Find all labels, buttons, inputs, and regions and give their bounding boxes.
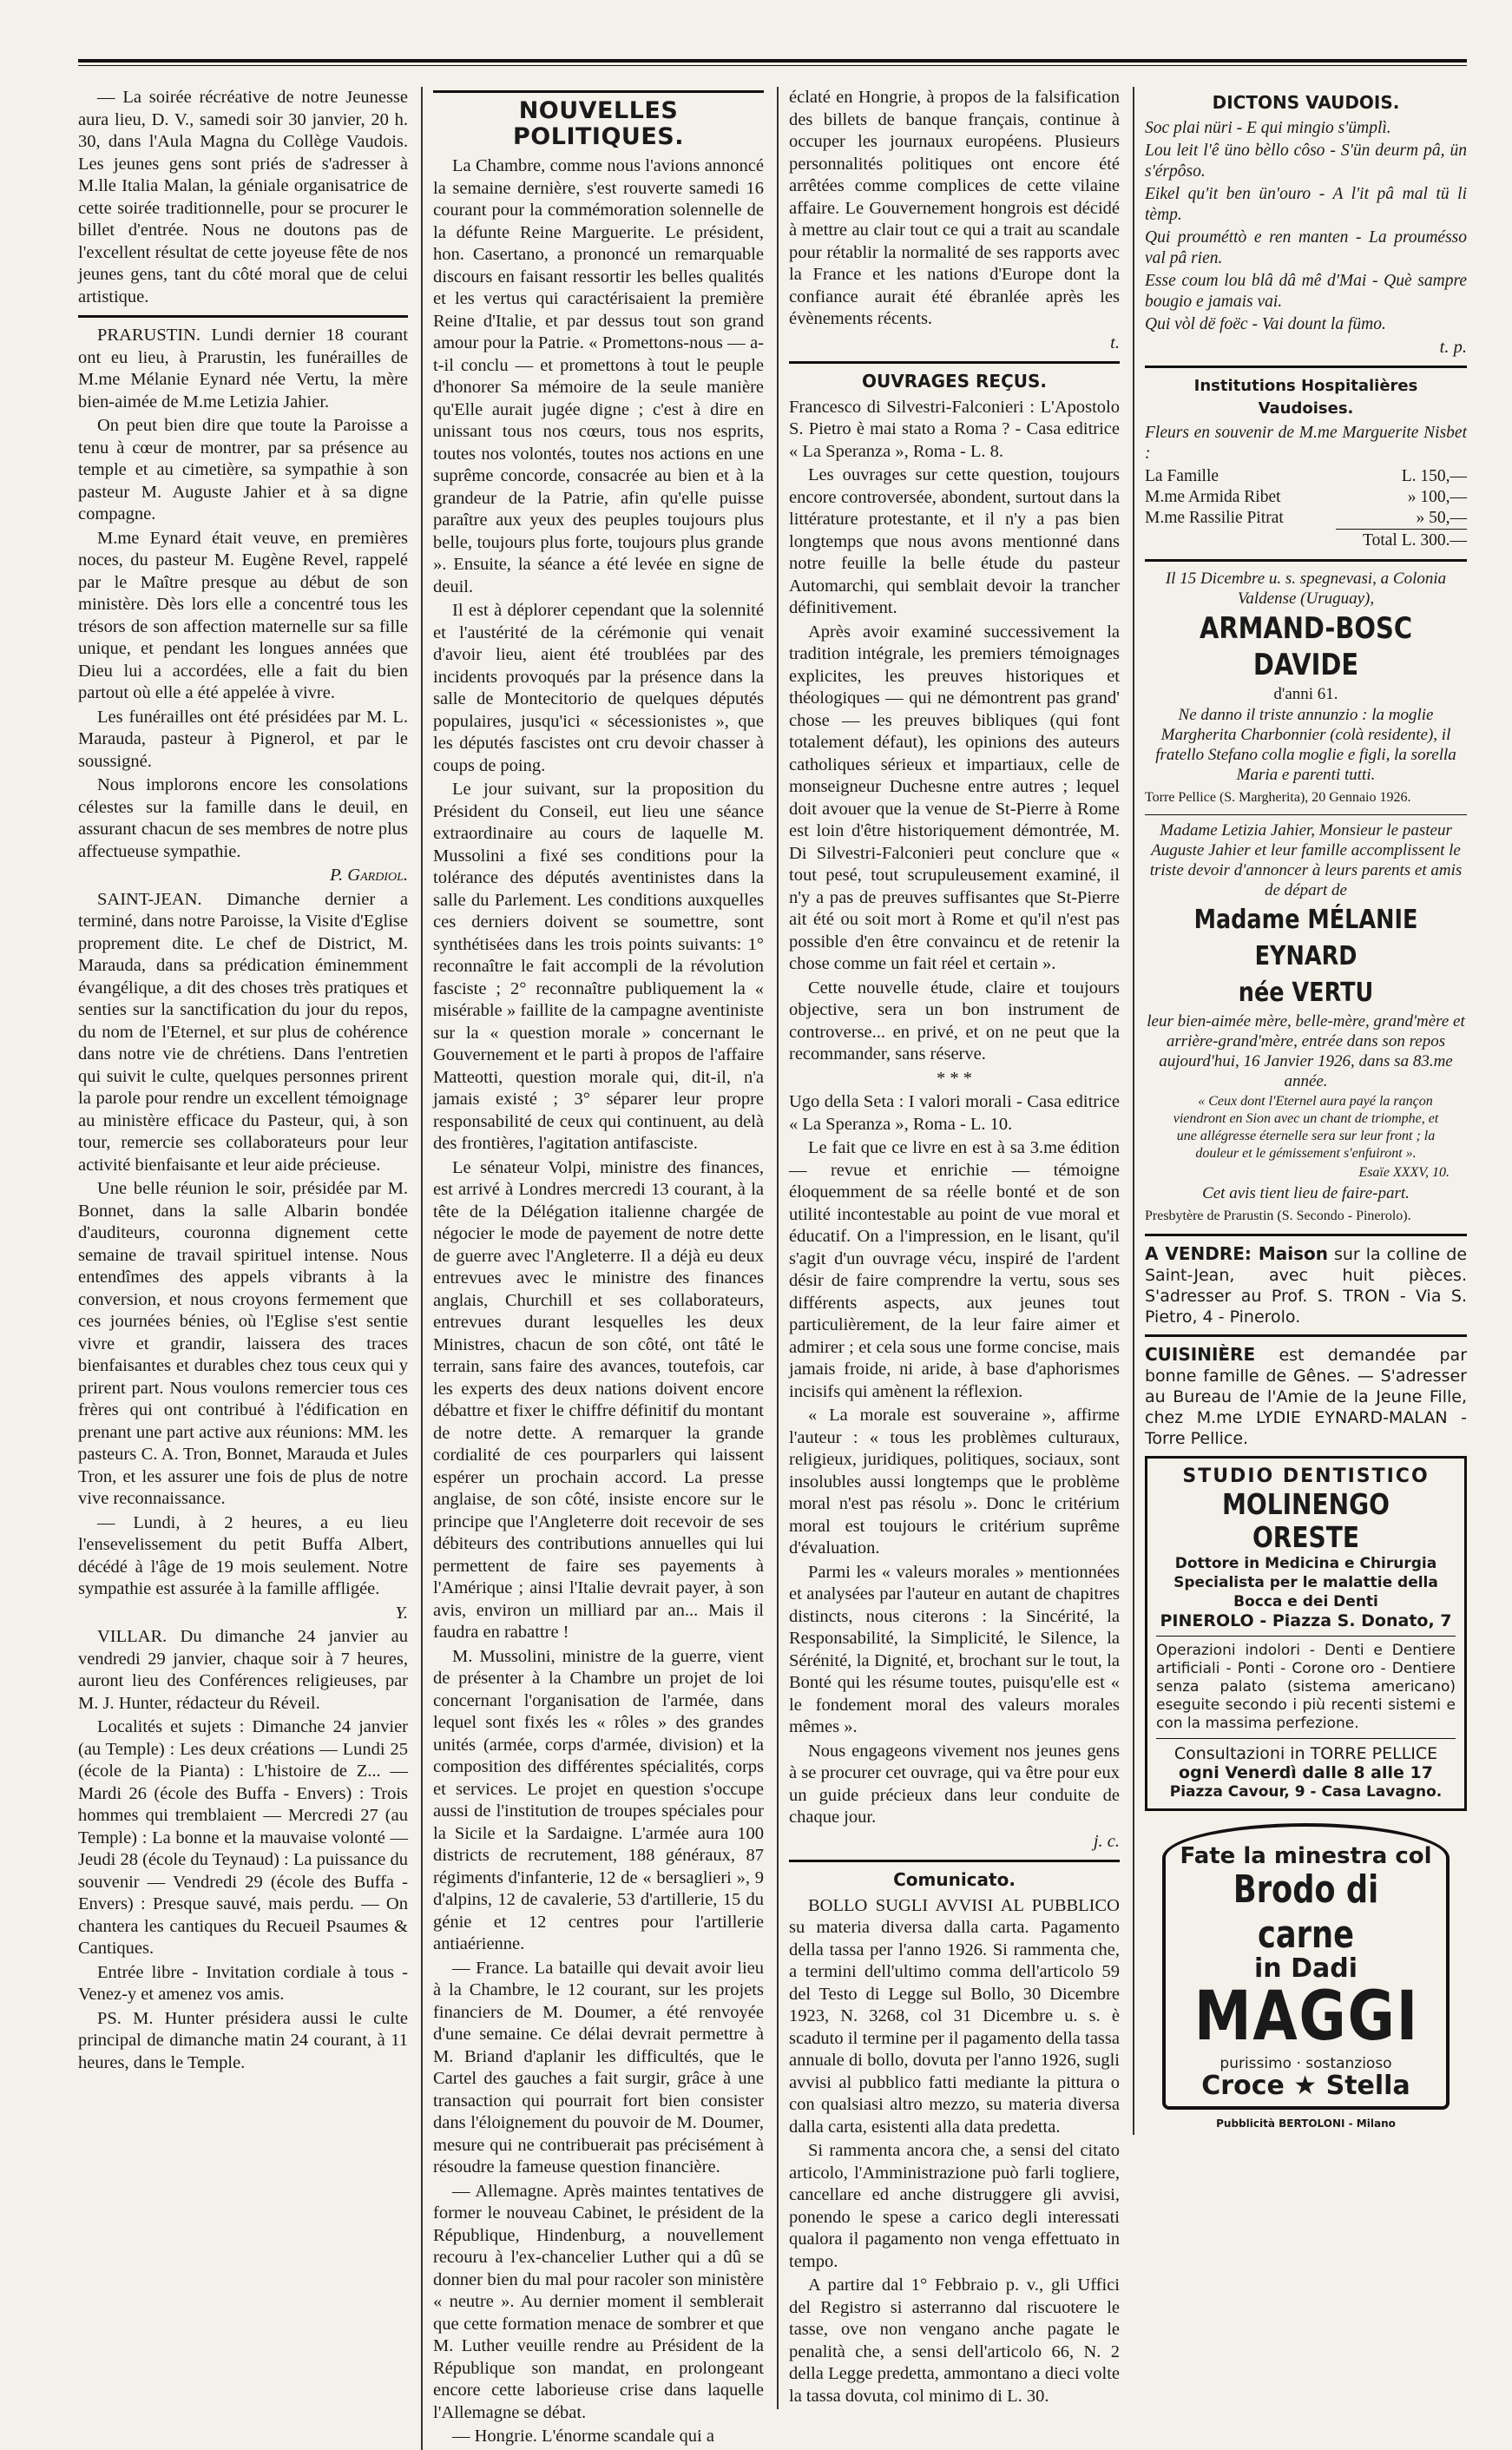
scripture-quote: « Ceux dont l'Eternel aura payé la rançon viendront en Sion avec un chant de triomphe, et une allégresse éternelle sera sur leur front ; la douleur et le gémissement s'enfuiront ». xyxy=(1173,1093,1439,1161)
donor: M.me Armida Ribet xyxy=(1145,488,1281,506)
donor: La Famille xyxy=(1145,467,1219,485)
donation-intro: Fleurs en souvenir de M.me Marguerite Nisbet : xyxy=(1145,424,1467,463)
divider xyxy=(1145,814,1467,815)
divider xyxy=(1145,1334,1467,1337)
column-1 xyxy=(78,87,408,2076)
obituary-intro: Madame Letizia Jahier, Monsieur le pasteur Auguste Jahier et leur famille accomplissent le triste devoir d'annoncer à leurs parents et amis de départ de xyxy=(1149,820,1463,899)
classified-ad xyxy=(1145,1243,1467,1327)
paragraph: Localités et sujets : Dimanche 24 janvier (au Temple) : Les deux créations — Lundi 25 (école de la Pianta) : L'histoire de Z... — Mardi 26 (école des Buffa - Envers) : Trois hommes qui tremblaient — Mercredi 27 (au Temple) : La bonne et la mauvaise volonté — Jeudi 28 (école du Teynaud) : La puissance du souvenir — Vendredi 29 (école des Buffa - Envers) : Presque sauvé, mais perdu. — On chantera les cantiques du Recueil Psaumes & Cantiques. xyxy=(78,1717,408,1958)
obituary-place: Torre Pellice (S. Margherita), 20 Gennaio 1926. xyxy=(1145,790,1411,805)
section-title: DICTONS VAUDOIS. xyxy=(1212,92,1400,113)
divider xyxy=(1156,1738,1456,1739)
paragraph: Cette nouvelle étude, claire et toujours objective, sera un bon instrument de controverse... en privé, et on ne peut que la recommander, sans réserve. xyxy=(789,978,1120,1064)
ad-line: Brodo di carne xyxy=(1233,1867,1379,1957)
paragraph: A partire dal 1° Febbraio p. v., gli Uffici del Registro si asterranno dal riscuotere le tasse, ove non vengano anche pagate le penalità che, a sensi dell'articolo 66, N. 2 della Legge predetta, ammontano a dieci volte la tassa dovuta, col minimo di L. 30. xyxy=(789,2275,1120,2406)
proverb: Qui vòl dë foëc - Vai dount la fümo. xyxy=(1145,314,1386,333)
signature: Y. xyxy=(395,1603,408,1623)
divider xyxy=(1145,366,1467,368)
divider xyxy=(1156,1636,1456,1637)
donation-row xyxy=(1145,487,1467,508)
ad-line: in Dadi xyxy=(1254,1953,1358,1984)
obituary-name: ARMAND-BOSC DAVIDE xyxy=(1199,610,1413,682)
amount: » 100,— xyxy=(1407,488,1467,506)
paragraph: Le jour suivant, sur la proposition du Président du Conseil, eut lieu une séance extraordinaire au cours de laquelle M. Mussolini a fixé ses conditions pour la tolérance des députés aventinistes dans la salle du Parlement. Les conditions auxquelles ces derniers doivent se soumettre, sont synthétisées dans les trois points suivants: 1° reconnaître le fait accompli de la révolution fasciste ; 2° reconnaître publiquement la « misérable » faillite de la campagne aventiniste sur la « question morale » concernant le Gouvernement et le parti à propos de l'affaire Matteotti, question morale qui, dit-il, n'a jamais existé ; 3° séparer leur propre responsabilité de ceux qui continuent, au delà des frontières, l'agitation antifasciste. xyxy=(433,780,764,1153)
classified-head: A VENDRE: Maison xyxy=(1145,1243,1328,1264)
presbytery: Presbytère de Prarustin (S. Secondo - Pinerolo). xyxy=(1145,1208,1411,1223)
signature: j. c. xyxy=(1093,1831,1120,1851)
obituary-intro: Il 15 Dicembre u. s. spegnevasi, a Colonia Valdense (Uruguay), xyxy=(1165,569,1447,608)
paragraph: Les ouvrages sur cette question, toujours encore controversée, abondent, surtout dans la littérature protestante, et il n'y a pas bien longtemps que nous avons mentionné dans notre feuille la belle étude du pasteur Automarchi, qui semblait devoir la trancher définitivement. xyxy=(789,465,1120,617)
book-entry: Ugo della Seta : I valori morali - Casa editrice « La Speranza », Roma - L. 10. xyxy=(789,1092,1120,1134)
ad-line: Piazza Cavour, 9 - Casa Lavagno. xyxy=(1169,1782,1443,1801)
column-3 xyxy=(777,87,1120,2409)
paragraph: — France. La bataille qui devait avoir lieu à la Chambre, le 12 courant, sur les projets financiers de M. Doumer, a été renvoyée d'une semaine. Ce délai devrait permettre à M. Briand d'aplanir les difficultés, que le Cartel des gauches a fait surgir, grâce à une transaction qui pourrait fort bien consister dans l'éloignement du pouvoir de M. Doumer, mesure qui ne contribuerait pas précisément à résoudre la fameuse question financière. xyxy=(433,1958,764,2177)
paragraph: Une belle réunion le soir, présidée par M. Bonnet, dans la salle Albarin bondée d'auditeurs, couronna dignement cette semaine de travail spirituel intense. Nous entendîmes des appels vibrants à la conversion, et nous croyons fermement que ces journées bénies, où l'Eglise s'est sentie vivre et grandir, laissera des traces bienfaisantes et durables chez tous ceux qui y prirent part. Nous voulons remercier tous ces frères qui ont contribué à l'édification en prenant une part active aux réunions: MM. les pasteurs C. A. Tron, Bonnet, Marauda et Jules Tron, et les assurer une fois de plus de notre vive reconnaissance. xyxy=(78,1179,408,1508)
paragraph: M.me Eynard était veuve, en premières noces, du pasteur M. Eugène Revel, rappelé par le Maître presque au début de son ministère. Dès lors elle a concentré tous les trésors de son affection maternelle sur sa fille unique, et pendant les longues années que Dieu lui a accordées, elle a fait du bien partout où elle a été appelée à vivre. xyxy=(78,528,408,702)
paragraph: On peut bien dire que toute la Paroisse a tenu à cœur de montrer, par sa présence au temple et au cimetière, sa sympathie à son pasteur M. Auguste Jahier et à sa digne compagne. xyxy=(78,416,408,524)
signature: t. xyxy=(1110,333,1120,352)
obituary-age: d'anni 61. xyxy=(1273,684,1338,703)
obituary-name: née VERTU xyxy=(1238,977,1374,1008)
paragraph: Nous implorons encore les consolations célestes sur la famille dans le deuil, en assurant chacun de ses membres de notre plus affectueuse sympathie. xyxy=(78,775,408,861)
amount: » 50,— xyxy=(1416,509,1467,527)
ad-credit: Pubblicità BERTOLONI - Milano xyxy=(1216,2117,1396,2130)
paragraph: Parmi les « valeurs morales » mentionnées et analysées par l'auteur en autant de chapitres distincts, nous citerons : la Sincérité, la Responsabilité, la Simplicité, le Silence, la Sérénité, la Dignité, et, brochant sur le tout, la Bonté qui les résume toutes, puisqu'elle est « le fondement moral des valeurs morales mêmes ». xyxy=(789,1562,1120,1736)
proverb: Lou leit l'ê üno bèllo côso - S'ün deurm pâ, ün s'érpôso. xyxy=(1145,141,1467,181)
section-title: OUVRAGES REÇUS. xyxy=(861,371,1048,392)
paragraph: — La soirée récréative de notre Jeunesse aura lieu, D. V., samedi soir 30 janvier, 20 h. 30, dans l'Aula Magna du Collège Vaudois. Les jeunes gens sont priés de s'adresser à M.lle Italia Malan, la géniale organisatrice de cette soirée traditionnelle, pour se procurer le billet d'entrée. Nous ne doutons pas de l'excellent résultat de cette joyeuse fête de nos jeunes gens, tant du côté moral que de celui artistique. xyxy=(78,88,408,306)
donor: M.me Rassilie Pitrat xyxy=(1145,509,1284,527)
ad-line: ogni Venerdì dalle 8 alle 17 xyxy=(1179,1762,1433,1782)
paragraph: — Hongrie. L'énorme scandale qui a xyxy=(452,2427,714,2446)
paragraph: SAINT-JEAN. Dimanche dernier a terminé, dans notre Paroisse, la Visite d'Eglise proprement dite. Le chef de District, M. Marauda, dans sa prédication éminemment évangélique, a dit des choses très pratiques et senties sur la sanctification du jour du repos, du nom de l'Eternel, et sur plus de cohérence dans notre vie de chrétiens. Dans l'entretien qui suivit le culte, quelques personnes prirent la parole pour rendre un excellent témoignage au ministère efficace du Pasteur, qui, à son tour, remercie ses collaborateurs pour leur activité bienfaisante et leur aide précieuse. xyxy=(78,889,408,1175)
divider xyxy=(1145,1234,1467,1236)
obituary-text: Ne danno il triste annunzio : la moglie Margherita Charbonnier (colà residente), il fratello Stefano colla moglie e figli, la sorella Maria e parenti tutti. xyxy=(1155,706,1456,784)
paragraph: Entrée libre - Invitation cordiale à tous - Venez-y et amenez vos amis. xyxy=(78,1962,408,2004)
section-title: Institutions Hospitalières Vaudoises. xyxy=(1193,377,1418,418)
newspaper-page xyxy=(61,52,1468,2446)
donation-row xyxy=(1145,508,1467,529)
section-title: NOUVELLES POLITIQUES. xyxy=(433,90,764,150)
paragraph: Le fait que ce livre en est à sa 3.me édition — revue et enrichie — témoigne éloquemment de sa réelle bonté et de son utilité incontestable au point de vue moral et éducatif. On a l'impression, en le lisant, qu'il s'agit d'un ouvrage vécu, inspiré de l'ardent désir de faire comprendre la vertu, sous ses différents aspects, aux jeunes tout particulièrement, de la leur faire aimer et admirer ; et cela sous une forme concise, mais jamais froide, ni aride, à base d'aphorismes incisifs qui amènent la réflexion. xyxy=(789,1138,1120,1401)
ad-line: Consultazioni in TORRE PELLICE xyxy=(1173,1743,1438,1763)
column-4 xyxy=(1133,87,1467,2135)
amount: L. 150,— xyxy=(1401,467,1467,485)
donation-row xyxy=(1145,466,1467,487)
paragraph: Les funérailles ont été présidées par M. L. Marauda, pasteur à Pignerol, et par le soussigné. xyxy=(78,707,408,771)
signature: t. p. xyxy=(1439,337,1467,357)
paragraph: « La morale est souveraine », affirme l'auteur : « tous les problèmes culturaux, religieux, juridiques, politiques, sociaux, sont insolubles aussi longtemps que le problème moral n'est pas résolu ». Donc le critérium moral est toujours le critérium suprême d'évaluation. xyxy=(789,1406,1120,1558)
divider xyxy=(78,315,408,318)
ad-line: Croce ★ Stella xyxy=(1201,2071,1410,2101)
divider xyxy=(1145,559,1467,562)
obituary-name: Madame MÉLANIE EYNARD xyxy=(1193,904,1418,971)
classified-text: est demandée par bonne famille de Gênes. — S'adresser au Bureau de l'Amie de la Jeune Fille, chez M.me LYDIE EYNARD-MALAN - Torre Pellice. xyxy=(1145,1346,1468,1448)
proverb: Qui prouméttò e ren manten - La proumésso val pâ rien. xyxy=(1145,227,1467,267)
ad-line: Operazioni indolori - Denti e Dentiere artificiali - Ponti - Corone oro - Dentiere senza palato (sistema americano) eseguite secondo i più recenti sistemi e con la massima perfezione. xyxy=(1156,1641,1456,1732)
ad-line: MAGGI xyxy=(1193,1977,1420,2056)
paragraph: PS. M. Hunter présidera aussi le culte principal de dimanche matin 24 courant, à 11 heures, dans le Temple. xyxy=(78,2008,408,2072)
classified-head: CUISINIÈRE xyxy=(1145,1344,1256,1365)
paragraph: — Allemagne. Après maintes tentatives de former le nouveau Cabinet, le président de la République, Hindenburg, a nouvellement recouru à l'ex-chancelier Luther qui a dû se donner bien du mal pour racoler son ministère « neutre ». Au dernier moment il semblerait que cette formation menace de sombrer et que M. Luther veuille rendre au Président de la République son mandat, en prolongeant encore cette laborieuse crise dans laquelle l'Allemagne se débat. xyxy=(433,2181,764,2422)
paragraph: Si rammenta ancora che, a sensi del citato articolo, l'Amministrazione può farli togliere, cancellare ed anche distruggere gli avvisi, ponendo le spese a carico degli interessati qualora il pagamento non venga effettuato in tempo. xyxy=(789,2141,1120,2271)
paragraph: Nous engageons vivement nos jeunes gens à se procurer cet ouvrage, qui va être pour eux un guide précieux dans leur conduite de chaque jour. xyxy=(789,1741,1120,1827)
maggi-ad xyxy=(1162,1823,1450,2110)
paragraph: La Chambre, comme nous l'avions annoncé la semaine dernière, s'est rouverte samedi 16 courant pour la commémoration solennelle de la défunte Reine Marguerite. Le président, hon. Casertano, a prononcé un remarquable discours en faisant ressortir les belles qualités et les vertus qui caractérisaient la première Reine d'Italie, et par dessus tout son grand amour pour la Patrie. « Promettons-nous — a-t-il conclu — et promettons à tout le peuple d'honorer Sa mémoire de la seule manière qu'Elle aurait jugée digne ; c'est à dire en unissant tous nos cœurs, tous nos esprits, toutes nos volontés, toutes nos actions en une suprême concorde, consacrée au bien et à la grandeur de la Patrie, afin qu'elle puisse paraître aux yeux des peuples toujours plus belle, toujours plus forte, toujours plus grande ». Ensuite, la séance a été levée en signe de deuil. xyxy=(433,156,764,596)
notice-text: Cet avis tient lieu de faire-part. xyxy=(1202,1183,1410,1202)
paragraph: éclaté en Hongrie, à propos de la falsification des billets de banque français, continue à occuper les journaux européens. Plusieurs personnalités politiques ont encore été arrêtées comme complices de cette vilaine affaire. Le Gouvernement hongrois est décidé à mettre au clair tout ce qui a trait au scandale pour rétablir la normalité de ses rapports avec la France et les nations d'Europe dont la confiance aurait été ébranlée après les évènements récents. xyxy=(789,88,1120,328)
paragraph: Il est à déplorer cependant que la solennité et l'austérité de la cérémonie qui venait d'avoir lieu, aient été troublées par des incidents provoqués par la présence dans la salle de Montecitorio de quelques députés populaires, jusqu'ici « sécessionistes », que les députés fascistes ont cru devoir chasser à coups de poing. xyxy=(433,601,764,775)
paragraph: M. Mussolini, ministre de la guerre, vient de présenter à la Chambre un projet de loi concernant l'organisation de l'armée, dans lequel sont fixés les « rôles » des grandes unités (armée, corps d'armée, division) et la composition des différentes spécialités, corps et services. Le projet en question s'occupe aussi de l'institution de troupes spéciales pour la Sicile et la Sardaigne. L'armée aura 100 districts de recrutement, 188 généraux, 87 régiments d'infanterie, 12 de « bersaglieri », 9 d'alpins, 12 de cavalerie, 53 d'artillerie, 15 du génie et 12 centres pour l'artillerie antiaérienne. xyxy=(433,1646,764,1953)
paragraph: PRARUSTIN. Lundi dernier 18 courant ont eu lieu, à Prarustin, les funérailles de M.me Mélanie Eynard née Vertu, la mère bien-aimée de M.me Letizia Jahier. xyxy=(78,326,408,412)
ad-line: STUDIO DENTISTICO xyxy=(1182,1465,1430,1487)
ad-line: purissimo · sostanzioso xyxy=(1219,2054,1392,2072)
column-2 xyxy=(421,87,764,2450)
donation-total: Total L. 300.— xyxy=(1336,529,1467,552)
book-entry: Francesco di Silvestri-Falconieri : L'Apostolo S. Pietro è mai stato a Roma ? - Casa editrice « La Speranza », Roma - L. 8. xyxy=(789,397,1120,461)
ad-line: Fate la minestra col xyxy=(1180,1842,1432,1869)
ad-line: MOLINENGO ORESTE xyxy=(1221,1486,1390,1554)
paragraph: BOLLO SUGLI AVVISI AL PUBBLICO su materia diversa dalla carta. Pagamento della tassa per l'anno 1926. Si rammenta che, a termini dell'ultimo comma dell'articolo 59 del Testo di Legge sul Bollo, 30 Dicembre 1923, N. 3268, col 31 Dicembre u. s. è scaduto il termine per il pagamento della tassa annuale di bollo, dovuta per l'anno 1926, sugli avvisi al pubblico fatti mediante la pittura o con qualsiasi altro mezzo, su materia diversa dalla carta, esistenti alla data predetta. xyxy=(789,1895,1120,2137)
scripture-ref: Esaïe XXXV, 10. xyxy=(1358,1164,1450,1180)
paragraph: Le sénateur Volpi, ministre des finances, est arrivé à Londres mercredi 13 courant, à la tête de la Délégation italienne chargée de négocier le mode de payement de notre dette de guerre avec l'Angleterre. Il a déjà eu deux entrevues avec le ministre des finances anglais, Churchill et ses collaborateurs, entrevues durant lesquelles les deux Ministres, chacun de son côté, ont tâté le terrain, sans faire des avances, toutefois, car les experts des deux nations doivent encore débattre et fixer le chiffre définitif du montant de notre dette. A remarquer la grande cordialité de ces pourparlers qui laissent espérer un prochain accord. La presse anglaise, de son côté, insiste encore sur le principe que l'Angleterre doit recevoir de ses débiteurs des contributions annuelles qui lui permettent de faire ses payements à l'Amérique ; ainsi l'Italie devrait payer, à son avis, environ un milliard par an... Mais il faudra en rabattre ! xyxy=(433,1157,764,1642)
ad-line: Dottore in Medicina e Chirurgia xyxy=(1174,1554,1437,1572)
divider xyxy=(789,1860,1120,1862)
separator-stars: * * * xyxy=(937,1068,972,1088)
proverb-list xyxy=(1145,118,1467,335)
ad-line: PINEROLO - Piazza S. Donato, 7 xyxy=(1160,1610,1452,1630)
paragraph: — Lundi, à 2 heures, a eu lieu l'ensevelissement du petit Buffa Albert, décédé à l'âge de 19 mois seulement. Notre sympathie est assurée à la famille affligée. xyxy=(78,1512,408,1598)
obituary-text: leur bien-aimée mère, belle-mère, grand'mère et arrière-grand'mère, entrée dans son repos aujourd'hui, 16 Janvier 1926, dans sa 83.me année. xyxy=(1147,1011,1465,1090)
proverb: Esse coum lou blâ dâ mê d'Mai - Què sampre bougio e jamais vai. xyxy=(1145,271,1467,311)
section-title: Comunicato. xyxy=(893,1869,1016,1890)
proverb: Soc plai nüri - E qui mingio s'ümplì. xyxy=(1145,118,1391,137)
classified-ad xyxy=(1145,1344,1467,1449)
dentist-ad xyxy=(1145,1456,1467,1811)
ad-line: Specialista per le malattie della Bocca e dei Denti xyxy=(1173,1573,1438,1610)
paragraph: VILLAR. Du dimanche 24 janvier au vendredi 29 janvier, chaque soir à 7 heures, auront lieu des Conférences religieuses, par M. J. Hunter, rédacteur du Réveil. xyxy=(78,1627,408,1713)
signature: P. Gardiol. xyxy=(330,866,408,885)
divider xyxy=(789,361,1120,364)
proverb: Eikel qu'it ben ün'ouro - A l'it pâ mal tü li tèmp. xyxy=(1145,184,1467,224)
top-rule xyxy=(78,59,1467,66)
classified-text: sur la colline de Saint-Jean, avec huit pièces. S'adresser au Prof. S. TRON - Via S. Pietro, 4 - Pinerolo. xyxy=(1145,1245,1468,1327)
paragraph: Après avoir examiné successivement la tradition intégrale, les premiers témoignages explicites, les preuves historiques et théologiques — qui ne démontrent pas grand' chose — les preuves bibliques (qui font totalement défaut), les opinions des auteurs catholiques sérieux et impartiaux, celle de monseigneur Duchesne entre autres ; lequel doit avouer que la venue de St-Pierre à Rome est loin d'être historiquement démontrée, M. Di Silvestri-Falconieri peut conclure que « tout pesé, tout scrupuleusement examiné, il n'y a pas de preuves suffisantes que St-Pierre ait été ou soit mort à Rome et qu'il n'est pas possible d'en être convaincu et de retenir la chose comme un fait réel et certain ». xyxy=(789,622,1120,973)
